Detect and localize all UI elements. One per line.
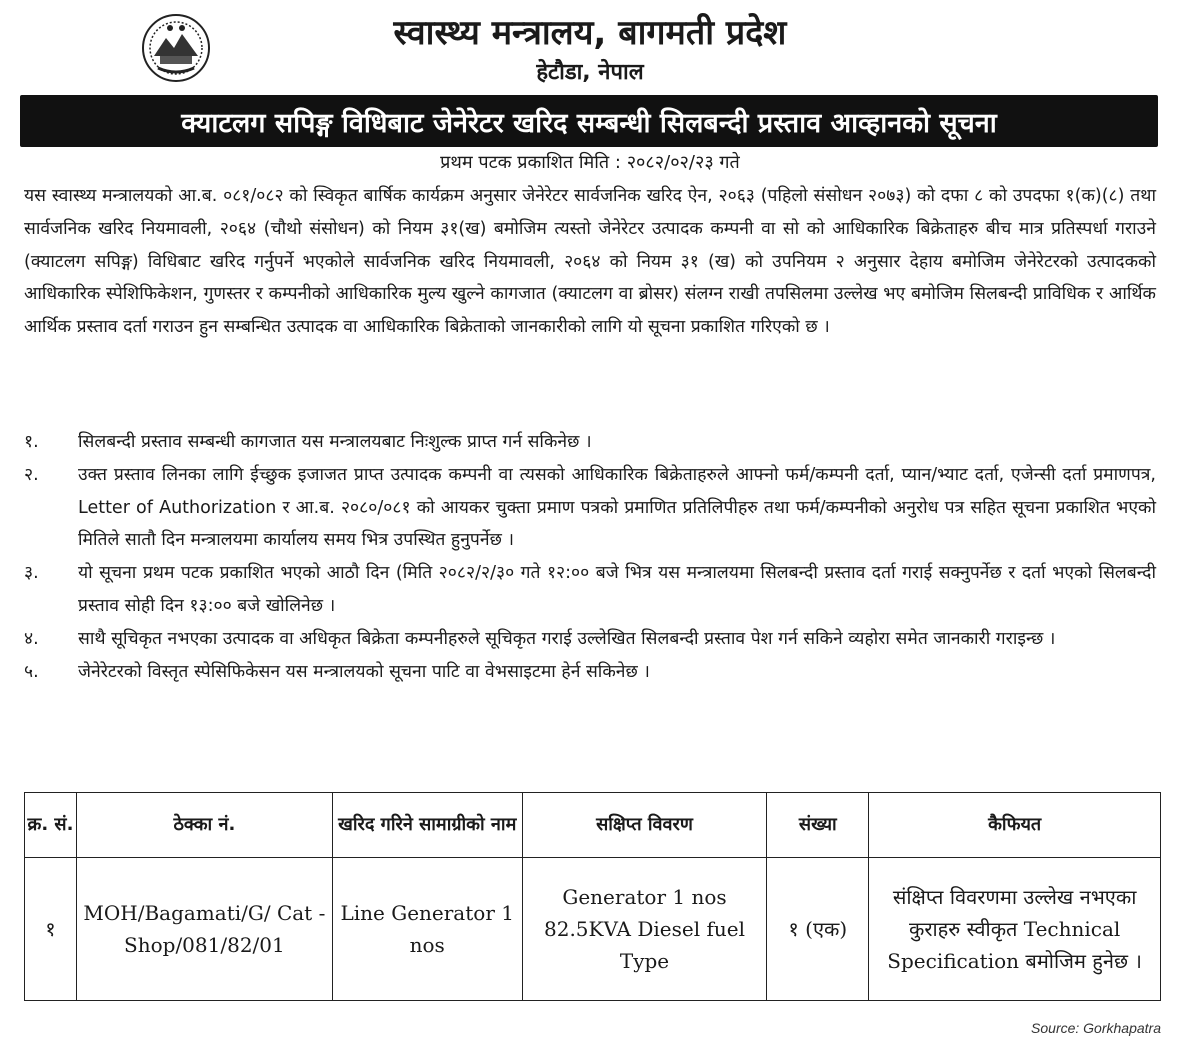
item-text: यो सूचना प्रथम पटक प्रकाशित भएको आठौ दिन (मिति २०८२/२/३० गते १२:०० बजे भित्र यस मन्त्रालयमा सिलबन्दी प्रस्ताव दर्ता गराई सक्नुपर्नेछ र दर्ता भएको सिलबन्दी प्रस्ताव सोही दिन १३:०० बजे खोलिनेछ । (78, 563, 1156, 616)
item-number: २. (24, 464, 39, 485)
nepal-government-emblem-icon (140, 12, 212, 84)
notice-banner-title: क्याटलग सपिङ्ग विधिबाट जेनेरेटर खरिद सम्बन्धी सिलबन्दी प्रस्ताव आव्हानको सूचना (20, 95, 1158, 147)
list-item (24, 623, 1156, 656)
source-credit: Source: Gorkhapatra (1031, 1020, 1161, 1036)
col-remarks-header: कैफियत (869, 793, 1161, 858)
list-item (24, 656, 1156, 689)
cell-serial: १ (25, 858, 77, 1001)
notice-items-list (24, 426, 1156, 688)
cell-item-name: Line Generator 1 nos (332, 858, 522, 1001)
city-subtitle: हेटौडा, नेपाल (536, 60, 644, 85)
col-description-header: सक्षिप्त विवरण (522, 793, 767, 858)
cell-remarks: संक्षिप्त विवरणमा उल्लेख नभएका कुराहरु स्वीकृत Technical Specification बमोजिम हुनेछ । (869, 858, 1161, 1001)
cell-description: Generator 1 nos 82.5KVA Diesel fuel Type (522, 858, 767, 1001)
table-header-row (25, 793, 1161, 858)
col-contract-no-header: ठेक्का नं. (76, 793, 332, 858)
procurement-table (24, 792, 1161, 1001)
item-number: ४. (24, 628, 39, 649)
item-text: साथै सूचिकृत नभएका उत्पादक वा अधिकृत बिक्रेता कम्पनीहरुले सूचिकृत गराई उल्लेखित सिलबन्दी प्रस्ताव पेश गर्न सकिने व्यहोरा समेत जानकारी गराइन्छ । (78, 628, 1056, 649)
item-number: १. (24, 432, 39, 452)
cell-contract-no: MOH/Bagamati/G/ Cat -Shop/081/82/01 (76, 858, 332, 1001)
list-item (24, 426, 1156, 459)
intro-paragraph: यस स्वास्थ्य मन्त्रालयको आ.ब. ०८१/०८२ को स्विकृत बार्षिक कार्यक्रम अनुसार जेनेरेटर सार्वजनिक खरिद ऐन, २०६३ (पहिलो संसोधन २०७३) को दफा ८ को उपदफा १(क)(८) तथा सार्वजनिक खरिद नियमावली, २०६४ (चौथो संसोधन) को नियम ३१(ख) बमोजिम त्यस्तो जेनेरेटर उत्पादक कम्पनी वा सो को आधिकारिक बिक्रेताहरु बीच मात्र प्रतिस्पर्धा गराउने (क्याटलग सपिङ्ग) विधिबाट खरिद गर्नुपर्ने भएकोले सार्वजनिक खरिद नियमावली, २०६४ को नियम ३१ (ख) को उपनियम २ अनुसार देहाय बमोजिम जेनेरेटरको उत्पादकको आधिकारिक स्पेशिफिकेशन, गुणस्तर र कम्पनीको आधिकारिक मुल्य खुल्ने कागजात (क्याटलग वा ब्रोसर) संलग्न राखी तपसिलमा उल्लेख भए बमोजिम सिलबन्दी प्राविधिक र आर्थिक आर्थिक प्रस्ताव दर्ता गराउन हुन सम्बन्धित उत्पादक वा आधिकारिक बिक्रेताको जानकारीको लागि यो सूचना प्रकाशित गरिएको छ । (24, 186, 1156, 338)
list-item (24, 557, 1156, 623)
item-text: सिलबन्दी प्रस्ताव सम्बन्धी कागजात यस मन्त्रालयबाट निःशुल्क प्राप्त गर्न सकिनेछ । (78, 432, 592, 452)
item-number: ५. (24, 661, 39, 682)
ministry-title: स्वास्थ्य मन्त्रालय, बागमती प्रदेश (393, 13, 787, 53)
published-date: प्रथम पटक प्रकाशित मिति : २०८२/०२/२३ गते (440, 152, 740, 173)
list-item (24, 459, 1156, 557)
item-number: ३. (24, 563, 39, 584)
cell-quantity: १ (एक) (767, 858, 869, 1001)
col-serial-header: क्र. सं. (25, 793, 77, 858)
table-row (25, 858, 1161, 1001)
item-text: उक्त प्रस्ताव लिनका लागि ईच्छुक इजाजत प्राप्त उत्पादक कम्पनी वा त्यसको आधिकारिक बिक्रेताहरुले आफ्नो फर्म/कम्पनी दर्ता, प्यान/भ्याट दर्ता, एजेन्सी दर्ता प्रमाणपत्र, Letter of Authorization र आ.ब. २०८०/०८१ को आयकर चुक्ता प्रमाण पत्रको प्रमाणित प्रतिलिपीहरु तथा फर्म/कम्पनीको अनुरोध पत्र सहित सूचना प्रकाशित भएको मितिले सातौ दिन मन्त्रालयमा कार्यालय समय भित्र उपस्थित हुनुपर्नेछ । (78, 464, 1156, 551)
item-text: जेनेरेटरको विस्तृत स्पेसिफिकेसन यस मन्त्रालयको सूचना पाटि वा वेभसाइटमा हेर्न सकिनेछ । (78, 661, 650, 682)
col-quantity-header: संख्या (767, 793, 869, 858)
col-item-name-header: खरिद गरिने सामाग्रीको नाम (332, 793, 522, 858)
